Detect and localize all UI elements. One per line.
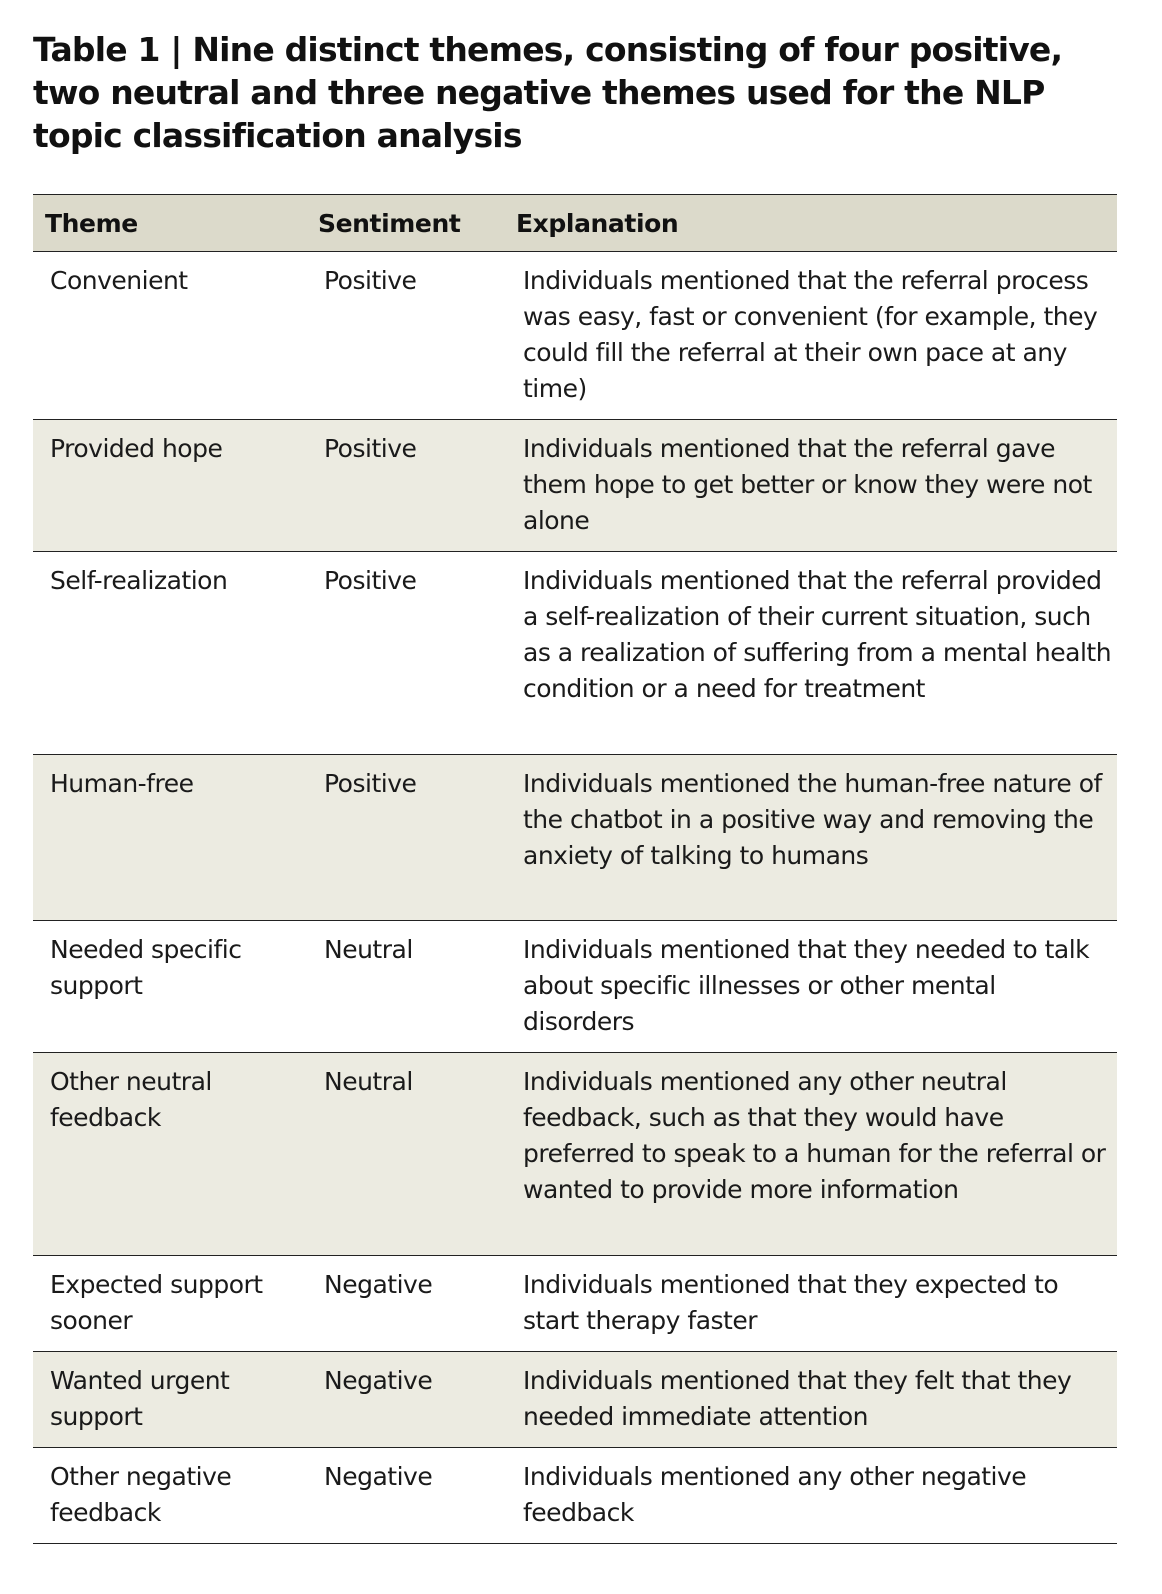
table-row — [33, 1448, 1117, 1544]
cell-explanation: Individuals mentioned any other neutral feedback, such as that they would have preferred to speak to a human for the referral or wanted to provide more information — [523, 1067, 1106, 1204]
cell-theme: Convenient — [50, 266, 188, 295]
cell-sentiment: Positive — [324, 266, 417, 295]
cell-sentiment: Positive — [324, 566, 417, 595]
header-row — [33, 195, 1117, 252]
cell-theme: Other neutral feedback — [50, 1067, 212, 1132]
table-row — [33, 1053, 1117, 1256]
table-row — [33, 552, 1117, 755]
cell-theme: Human-free — [50, 769, 194, 798]
table-row — [33, 1256, 1117, 1352]
table-row — [33, 252, 1117, 420]
header-theme: Theme — [45, 208, 138, 238]
table-row — [33, 921, 1117, 1053]
cell-sentiment: Negative — [324, 1462, 433, 1491]
themes-table — [33, 194, 1117, 1544]
table-body — [33, 252, 1117, 1544]
cell-theme: Self-realization — [50, 566, 228, 595]
cell-theme: Needed specific support — [50, 935, 242, 1000]
cell-explanation: Individuals mentioned that they felt that they needed immediate attention — [523, 1366, 1072, 1431]
table-row — [33, 755, 1117, 921]
cell-theme: Provided hope — [50, 434, 223, 463]
cell-sentiment: Negative — [324, 1270, 433, 1299]
table-caption: Table 1 | Nine distinct themes, consisting of four positive, two neutral and three negative themes used for the NLP topic classification analysis — [33, 30, 1063, 155]
cell-theme: Wanted urgent support — [50, 1366, 230, 1431]
cell-sentiment: Positive — [324, 434, 417, 463]
cell-explanation: Individuals mentioned the human-free nature of the chatbot in a positive way and removing the anxiety of talking to humans — [523, 769, 1102, 870]
cell-theme: Other negative feedback — [50, 1462, 232, 1527]
table-row — [33, 1352, 1117, 1448]
cell-explanation: Individuals mentioned that they needed to talk about specific illnesses or other mental disorders — [523, 935, 1090, 1036]
header-explanation: Explanation — [516, 208, 679, 238]
table-header — [33, 195, 1117, 252]
cell-explanation: Individuals mentioned any other negative feedback — [523, 1462, 1027, 1527]
cell-explanation: Individuals mentioned that the referral provided a self-realization of their current situation, such as a realization of suffering from a mental health condition or a need for treatment — [523, 566, 1112, 703]
cell-sentiment: Neutral — [324, 935, 413, 964]
table-row — [33, 420, 1117, 552]
cell-explanation: Individuals mentioned that they expected to start therapy faster — [523, 1270, 1059, 1335]
cell-theme: Expected support sooner — [50, 1270, 263, 1335]
cell-sentiment: Positive — [324, 769, 417, 798]
cell-sentiment: Negative — [324, 1366, 433, 1395]
cell-sentiment: Neutral — [324, 1067, 413, 1096]
cell-explanation: Individuals mentioned that the referral process was easy, fast or convenient (for example, they could fill the referral at their own pace at any time) — [523, 266, 1098, 403]
header-sentiment: Sentiment — [318, 208, 461, 238]
cell-explanation: Individuals mentioned that the referral gave them hope to get better or know they were not alone — [523, 434, 1092, 535]
